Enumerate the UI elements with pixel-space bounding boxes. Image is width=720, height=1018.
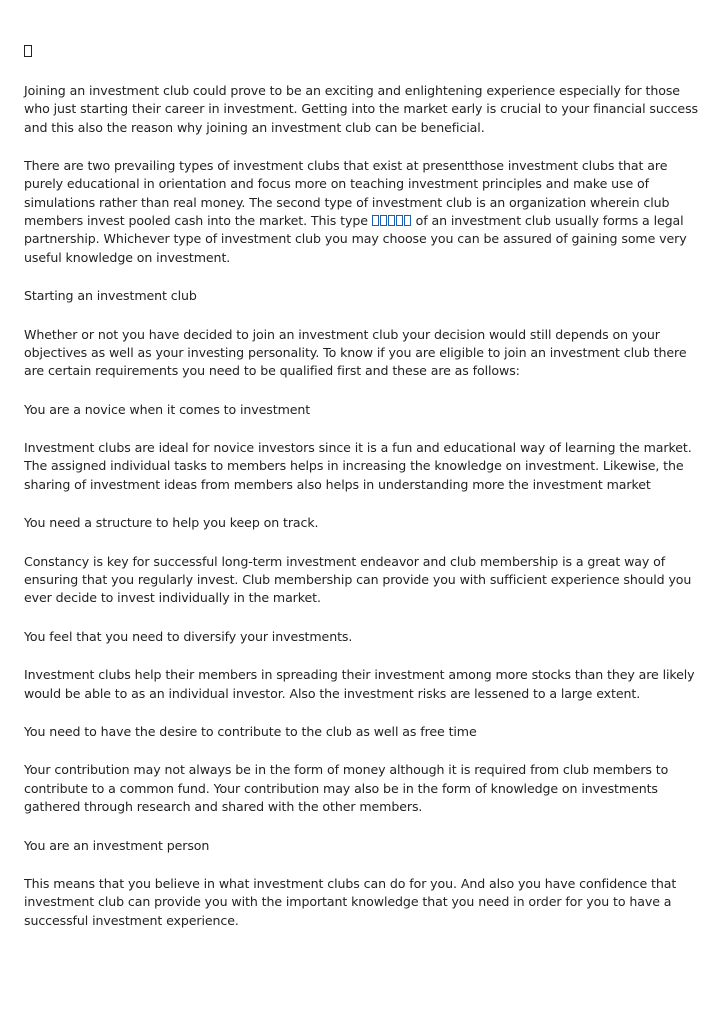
heading-investment-person: You are an investment person [24,837,210,853]
missing-glyph-icon [24,44,700,62]
heading-contribute: You need to have the desire to contribute to the club as well as free time [24,724,477,739]
missing-glyph-box [24,45,32,57]
link-glyph-box [388,215,395,226]
paragraph-club-types-text-b: of an investment club usually forms a legal partnership. Whichever type of investment club you may choose you can be assured of gaining some very useful knowledge on investment. [24,212,687,265]
paragraph-requirements: Whether or not you have decided to join an investment club your decision would still depends on your objectives as well as your investing personality. To know if you are eligible to join an investment club there are certain requirements you need to be qualified first and these are as follows: [24,326,687,379]
paragraph-contribute: Your contribution may not always be in the form of money although it is required from club members to contribute to a common fund. Your contribution may also be in the form of knowledge on investments gathered through research and shared with the other members. [24,762,669,815]
paragraph-intro: Joining an investment club could prove to be an exciting and enlightening experience especially for those who just starting their career in investment. Getting into the market early is crucial to your financial success and this also the reason why joining an investment club can be beneficial. [24,83,698,135]
document-page [24,44,700,950]
paragraph-investment-person: This means that you believe in what investment clubs can do for you. And also you have confidence that investment club can provide you with the important knowledge that you need in order for you to have a successful investment experience. [24,876,677,928]
heading-novice: You are a novice when it comes to investment [24,401,311,417]
heading-diversify: You feel that you need to diversify your investments. [24,628,353,644]
paragraph-diversify: Investment clubs help their members in spreading their investment among more stocks than they are likely would be able to as an individual investor. Also the investment risks are lessened to a large extent. [24,667,695,701]
link-glyph-box [404,215,411,226]
paragraph-club-types [24,157,700,267]
inline-link[interactable] [372,213,412,228]
heading-starting-club: Starting an investment club [24,288,197,304]
heading-structure: You need a structure to help you keep on track. [24,515,319,531]
paragraph-structure: Constancy is key for successful long-term investment endeavor and club membership is a great way of ensuring that you regularly invest. Club membership can provide you with sufficient experience should you ever decide to invest individually in the market. [24,553,692,606]
link-glyph-box [372,215,379,226]
paragraph-club-types-text-a: There are two prevailing types of investment clubs that exist at presentthose investment clubs that are purely educational in orientation and focus more on teaching investment principles and make use of simulations rather than real money. The second type of investment club is an organization wherein club members invest pooled cash into the market. This type [24,158,670,228]
link-glyph-box [380,215,387,226]
paragraph-novice: Investment clubs are ideal for novice investors since it is a fun and educational way of learning the market. The assigned individual tasks to members helps in increasing the knowledge on investment. Likewise, the sharing of investment ideas from members also helps in understanding more the investment market [24,440,692,492]
link-glyph-box [396,215,403,226]
